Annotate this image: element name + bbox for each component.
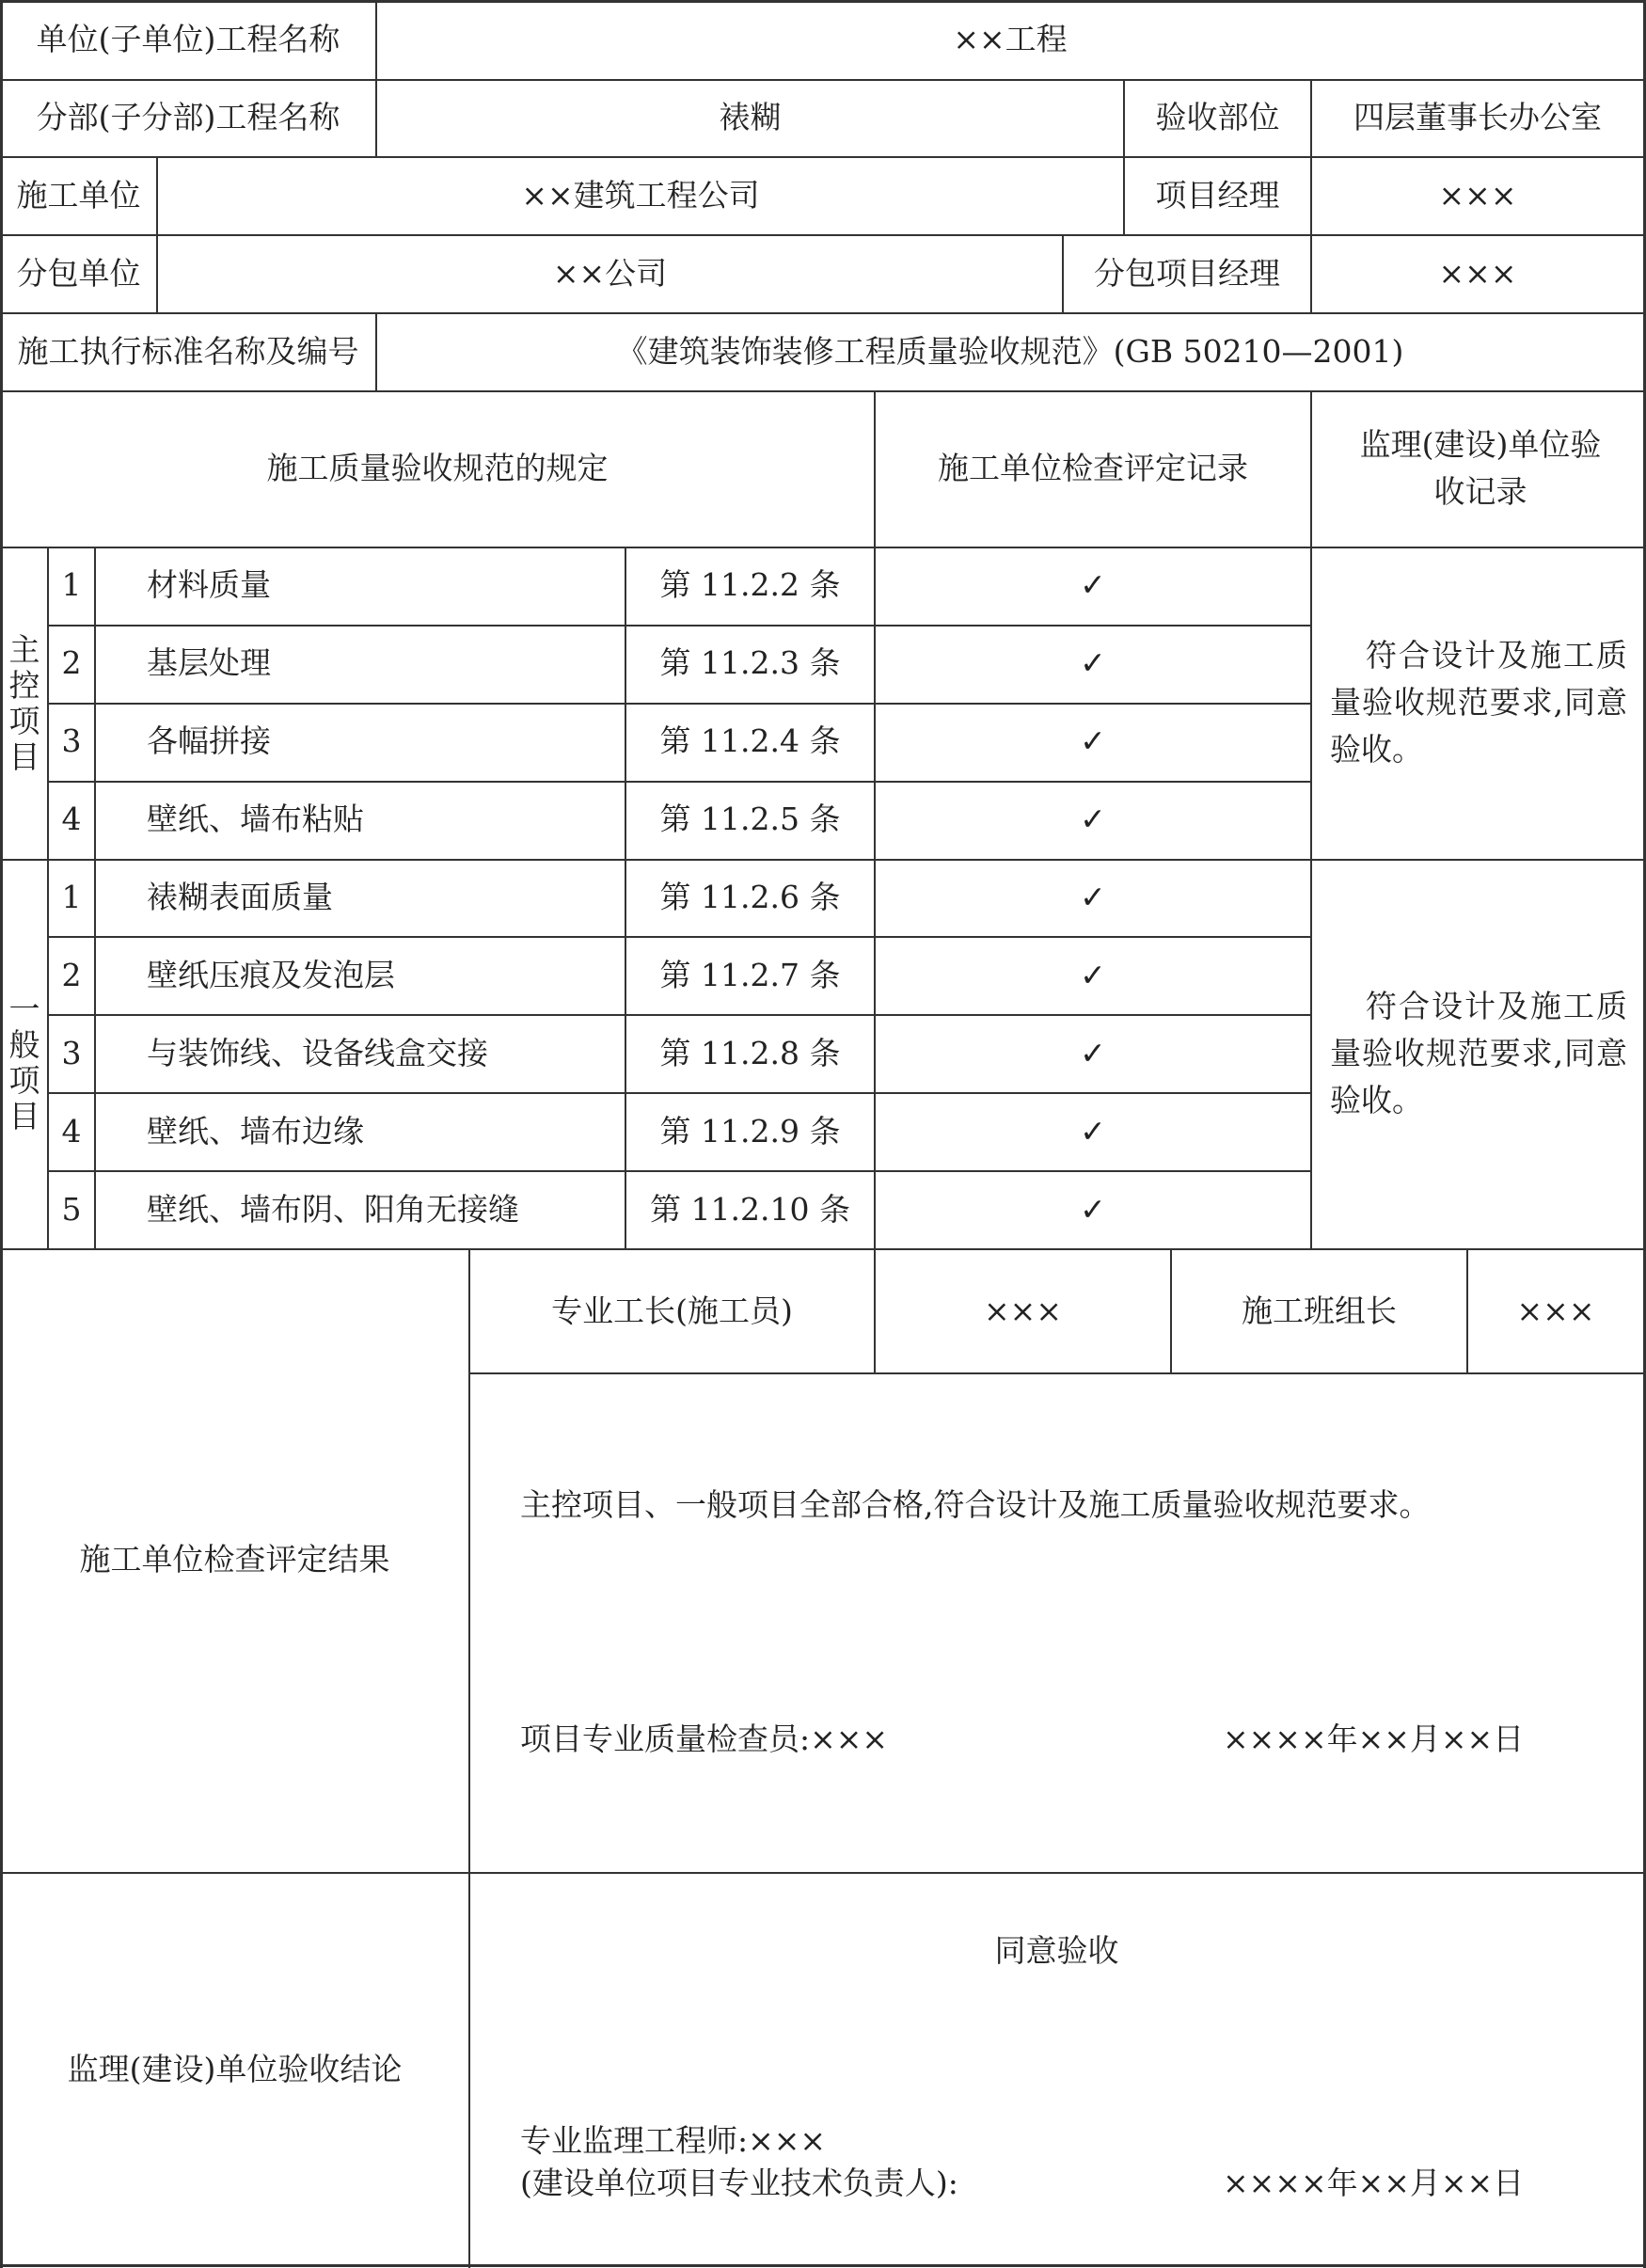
sub-project-value: 裱糊 [719,99,782,135]
hline [0,859,1646,861]
clause-reference: 第 11.2.10 条 [650,1191,850,1228]
subcontractor-value: ××公司 [552,255,668,292]
hline [47,1170,1311,1172]
item-name: 裱糊表面质量 [147,879,333,915]
sub-manager-label: 分包项目经理 [1094,255,1280,292]
row-number: 1 [61,879,82,915]
unit-project-label: 单位(子单位)工程名称 [36,21,340,57]
owner-representative: (建设单位项目专业技术负责人): [520,2165,958,2201]
standard-label: 施工执行标准名称及编号 [17,333,359,370]
sub-manager-value: ××× [1438,255,1517,292]
unit-project-value: ××工程 [953,21,1068,57]
general-items-label: 一般项目 [8,991,40,1134]
team-leader-value: ××× [1516,1293,1595,1329]
column-header-spec: 施工质量验收规范的规定 [266,450,609,486]
row-number: 4 [61,801,82,837]
hline [0,547,1646,548]
subcontractor-label: 分包单位 [16,255,141,292]
supervision-conclusion: 同意验收 [994,1932,1119,1969]
sub-project-label: 分部(子分部)工程名称 [36,99,340,135]
supervising-engineer: 专业监理工程师:××× [520,2122,827,2159]
hline [47,936,1311,938]
hline [0,390,1646,392]
result-statement: 主控项目、一般项目全部合格,符合设计及施工质量验收规范要求。 [520,1486,1431,1523]
main-items-conclusion: 符合设计及施工质量验收规范要求,同意验收。 [1330,637,1627,768]
vline [468,1248,470,2268]
hline [47,625,1311,626]
project-manager-value: ××× [1438,177,1517,214]
item-name: 各幅拼接 [147,722,271,759]
construction-unit-label: 施工单位 [16,177,141,214]
hline [0,1248,1646,1250]
check-mark: ✓ [1080,879,1106,915]
quality-inspector: 项目专业质量检查员:××× [520,1721,889,1757]
hline [47,1014,1311,1016]
check-mark: ✓ [1080,722,1106,759]
hline [0,79,1646,81]
construction-unit-value: ××建筑工程公司 [521,177,760,214]
check-mark: ✓ [1080,1191,1106,1228]
item-name: 基层处理 [147,644,271,681]
row-number: 1 [61,566,82,603]
supervision-label: 监理(建设)单位验收结论 [67,2051,403,2087]
supervision-date: ××××年××月××日 [1223,2165,1525,2201]
frame-top [0,0,1646,3]
check-mark: ✓ [1080,957,1106,993]
hline [0,1872,1646,1874]
clause-reference: 第 11.2.7 条 [659,957,841,993]
item-name: 壁纸、墙布粘贴 [147,801,364,837]
result-label: 施工单位检查评定结果 [79,1541,390,1578]
row-number: 3 [61,722,82,759]
hline [468,1372,1646,1374]
standard-value: 《建筑装饰装修工程质量验收规范》(GB 50210—2001) [616,333,1404,370]
check-mark: ✓ [1080,1035,1106,1071]
clause-reference: 第 11.2.4 条 [659,722,841,759]
item-name: 壁纸、墙布阴、阳角无接缝 [147,1191,519,1228]
foreman-value: ××× [984,1293,1062,1329]
row-number: 2 [61,957,82,993]
foreman-label: 专业工长(施工员) [551,1293,793,1329]
check-mark: ✓ [1080,644,1106,681]
clause-reference: 第 11.2.2 条 [659,566,841,603]
inspection-part-value: 四层董事长办公室 [1353,99,1602,135]
row-number: 3 [61,1035,82,1071]
hline [0,156,1646,158]
column-header-record: 施工单位检查评定记录 [938,450,1248,486]
result-date: ××××年××月××日 [1223,1721,1525,1757]
inspection-part-label: 验收部位 [1155,99,1280,135]
check-mark: ✓ [1080,566,1106,603]
clause-reference: 第 11.2.9 条 [659,1113,841,1150]
hline [0,234,1646,236]
clause-reference: 第 11.2.3 条 [659,644,841,681]
clause-reference: 第 11.2.8 条 [659,1035,841,1071]
hline [47,703,1311,705]
general-items-conclusion: 符合设计及施工质量验收规范要求,同意验收。 [1330,988,1627,1118]
row-number: 2 [61,644,82,681]
item-name: 壁纸压痕及发泡层 [147,957,395,993]
row-number: 4 [61,1113,82,1150]
row-number: 5 [61,1191,82,1228]
item-name: 与装饰线、设备线盒交接 [147,1035,488,1071]
team-leader-label: 施工班组长 [1242,1293,1397,1329]
item-name: 壁纸、墙布边缘 [147,1113,364,1150]
hline [47,1092,1311,1094]
hline [0,312,1646,314]
item-name: 材料质量 [147,566,271,603]
project-manager-label: 项目经理 [1155,177,1280,214]
main-items-label: 主控项目 [8,631,40,775]
check-mark: ✓ [1080,1113,1106,1150]
hline [47,781,1311,783]
column-header-supervision: 监理(建设)单位验收记录 [1359,426,1602,510]
check-mark: ✓ [1080,801,1106,837]
clause-reference: 第 11.2.5 条 [659,801,841,837]
frame-bottom [0,2264,1646,2267]
clause-reference: 第 11.2.6 条 [659,879,841,915]
